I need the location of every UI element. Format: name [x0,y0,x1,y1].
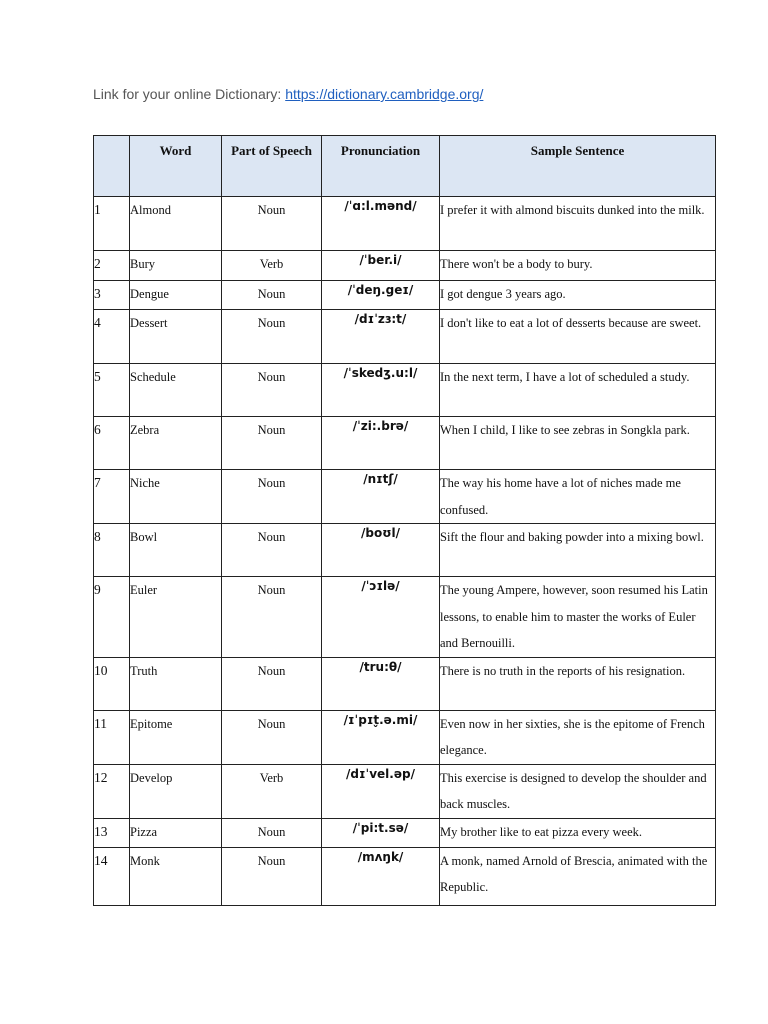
header-sample-sentence: Sample Sentence [440,136,716,197]
table-row [94,764,716,818]
row-sample-sentence: I don't like to eat a lot of desserts because are sweet. [440,310,716,364]
table-row [94,657,716,710]
row-part-of-speech: Noun [222,281,322,310]
row-pronunciation: /boʊl/ [322,524,440,577]
row-part-of-speech: Noun [222,310,322,364]
table-body [94,197,716,906]
row-word: Bowl [130,524,222,577]
row-part-of-speech: Noun [222,657,322,710]
row-pronunciation: /ˈdeŋ.geɪ/ [322,281,440,310]
row-pronunciation: /tru:θ/ [322,657,440,710]
row-part-of-speech: Noun [222,197,322,251]
vocabulary-table [93,135,716,906]
row-pronunciation: /ˈɔɪlə/ [322,577,440,658]
row-sample-sentence: Even now in her sixties, she is the epitome of French elegance. [440,710,716,764]
row-sample-sentence: The way his home have a lot of niches made me confused. [440,470,716,524]
row-sample-sentence: I prefer it with almond biscuits dunked into the milk. [440,197,716,251]
intro-label: Link for your online Dictionary: [93,86,286,102]
table-row [94,710,716,764]
row-pronunciation: /ˈskedʒ.u:l/ [322,364,440,417]
row-pronunciation: /ɪˈpɪt̬.ə.mi/ [322,710,440,764]
dictionary-link[interactable]: https://dictionary.cambridge.org/ [285,86,484,102]
header-pronunciation: Pronunciation [322,136,440,197]
table-row [94,364,716,417]
row-part-of-speech: Noun [222,364,322,417]
row-part-of-speech: Noun [222,417,322,470]
row-pronunciation: /ˈzi:.brə/ [322,417,440,470]
row-part-of-speech: Noun [222,847,322,905]
row-number: 13 [94,818,130,847]
table-header-row [94,136,716,197]
row-number: 7 [94,470,130,524]
table-row [94,847,716,905]
row-pronunciation: /mʌŋk/ [322,847,440,905]
header-part-of-speech: Part of Speech [222,136,322,197]
row-word: Almond [130,197,222,251]
row-pronunciation: /ˈɑ:l.mənd/ [322,197,440,251]
row-sample-sentence: A monk, named Arnold of Brescia, animated with the Republic. [440,847,716,905]
row-pronunciation: /dɪˈzɜ:t/ [322,310,440,364]
row-word: Epitome [130,710,222,764]
row-sample-sentence: In the next term, I have a lot of scheduled a study. [440,364,716,417]
row-sample-sentence: There is no truth in the reports of his resignation. [440,657,716,710]
table-row [94,577,716,658]
row-number: 6 [94,417,130,470]
row-number: 10 [94,657,130,710]
row-number: 5 [94,364,130,417]
table-row [94,197,716,251]
row-number: 3 [94,281,130,310]
row-word: Bury [130,251,222,281]
row-word: Schedule [130,364,222,417]
table-row [94,417,716,470]
row-word: Dengue [130,281,222,310]
row-part-of-speech: Verb [222,764,322,818]
row-part-of-speech: Noun [222,470,322,524]
row-number: 12 [94,764,130,818]
row-sample-sentence: There won't be a body to bury. [440,251,716,281]
row-pronunciation: /dɪˈvel.əp/ [322,764,440,818]
row-word: Zebra [130,417,222,470]
row-pronunciation: /ˈber.i/ [322,251,440,281]
row-sample-sentence: My brother like to eat pizza every week. [440,818,716,847]
row-word: Niche [130,470,222,524]
table-row [94,524,716,577]
intro-line [93,86,483,102]
row-part-of-speech: Noun [222,710,322,764]
row-word: Euler [130,577,222,658]
row-part-of-speech: Noun [222,524,322,577]
row-word: Pizza [130,818,222,847]
row-number: 9 [94,577,130,658]
header-word: Word [130,136,222,197]
row-pronunciation: /ˈpi:t.sə/ [322,818,440,847]
table-row [94,251,716,281]
row-part-of-speech: Verb [222,251,322,281]
row-word: Monk [130,847,222,905]
table-row [94,818,716,847]
table-row [94,470,716,524]
row-number: 14 [94,847,130,905]
row-sample-sentence: The young Ampere, however, soon resumed his Latin lessons, to enable him to master the works of Euler and Bernouilli. [440,577,716,658]
row-number: 4 [94,310,130,364]
row-word: Develop [130,764,222,818]
row-number: 8 [94,524,130,577]
header-number [94,136,130,197]
row-sample-sentence: This exercise is designed to develop the shoulder and back muscles. [440,764,716,818]
row-part-of-speech: Noun [222,818,322,847]
row-part-of-speech: Noun [222,577,322,658]
row-sample-sentence: Sift the flour and baking powder into a mixing bowl. [440,524,716,577]
row-word: Truth [130,657,222,710]
row-word: Dessert [130,310,222,364]
table-row [94,310,716,364]
row-sample-sentence: When I child, I like to see zebras in Songkla park. [440,417,716,470]
row-number: 2 [94,251,130,281]
row-pronunciation: /nɪtʃ/ [322,470,440,524]
table-row [94,281,716,310]
row-number: 1 [94,197,130,251]
row-number: 11 [94,710,130,764]
row-sample-sentence: I got dengue 3 years ago. [440,281,716,310]
